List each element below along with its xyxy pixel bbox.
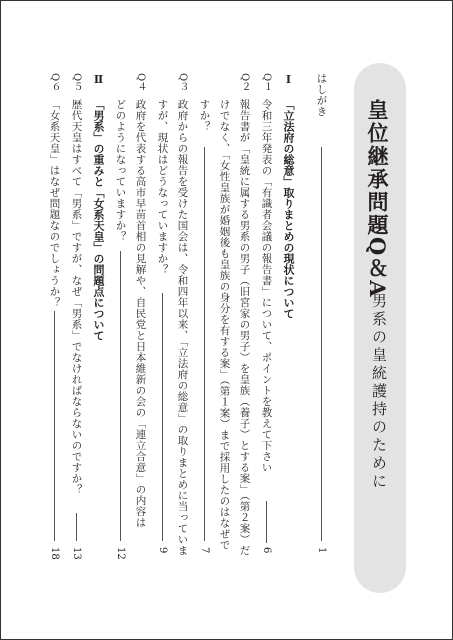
toc-q3-page: 9 [157, 547, 168, 554]
book-title: 皇位継承問題Q＆A [365, 99, 390, 299]
toc-q6-page: 18 [49, 547, 60, 560]
toc-q6-text[interactable]: 「女系天皇」はなぜ問題なのでしょうか？ [48, 99, 61, 308]
toc-q1-page: 6 [261, 547, 272, 554]
toc-q2-label: Q２ [239, 73, 250, 92]
toc-q2-line2[interactable]: けでなく、「女性皇族が婚姻後も皇族の身分を有する案」（第１案）まで採用したのはなぜで [218, 99, 231, 551]
toc-q2-line1[interactable]: 報告書が「皇統に属する男系の男子（旧宮家の男子）を皇族（養子）とする案」（第２案）だ [238, 99, 251, 556]
toc-q4-page: 12 [115, 547, 126, 560]
leader-line [120, 251, 121, 541]
toc-q4-line2[interactable]: どのようになっていますか？ [114, 99, 127, 242]
toc-q4-line1[interactable]: 政府を代表する高市早苗首相の見解や、自民党と日本維新の会の「連立合意」の内容は [134, 99, 147, 528]
toc-q4-label: Q４ [135, 73, 146, 92]
toc-q3-line2[interactable]: すが、現状はどうなっていますか？ [156, 99, 169, 275]
leader-line [76, 513, 77, 541]
toc-q1-label: Q１ [261, 73, 272, 92]
toc-q3-label: Q３ [177, 73, 188, 92]
toc-q3-line1[interactable]: 政府からの報告を受けた国会は、令和四年以来、「立法府の総意」の取りまとめに当っていま [176, 99, 189, 556]
toc-preface-page: 1 [316, 547, 327, 554]
toc-q1-text[interactable]: 令和三年発表の「有識者会議の報告書」について、ポイントを教えて下さい [260, 99, 273, 473]
toc-q5-text[interactable]: 歴代天皇はすべて「男系」ですが、なぜ「男系」でなければならないのですか？ [70, 99, 83, 495]
leader-line [162, 293, 163, 541]
toc-section1-title[interactable]: 「立法府の総意」取りまとめの現状について [282, 99, 295, 319]
leader-line [321, 147, 322, 541]
toc-q6-label: Q６ [49, 73, 60, 92]
toc-section2-numeral: Ⅱ [92, 73, 105, 86]
toc-q2-page: 7 [199, 547, 210, 554]
toc-q5-label: Q５ [71, 73, 82, 92]
leader-line [266, 501, 267, 543]
book-subtitle: 男系の皇統護持のために [370, 293, 388, 491]
toc-section1-numeral: Ⅰ [282, 73, 295, 86]
toc-q5-page: 13 [71, 547, 82, 560]
leader-line [54, 311, 55, 541]
toc-preface-label[interactable]: はしがき [315, 73, 328, 117]
toc-q2-line3[interactable]: すか？ [198, 99, 211, 132]
leader-line [204, 147, 205, 541]
toc-section2-title[interactable]: 「男系」の重みと「女系天皇」の問題点について [92, 99, 105, 341]
